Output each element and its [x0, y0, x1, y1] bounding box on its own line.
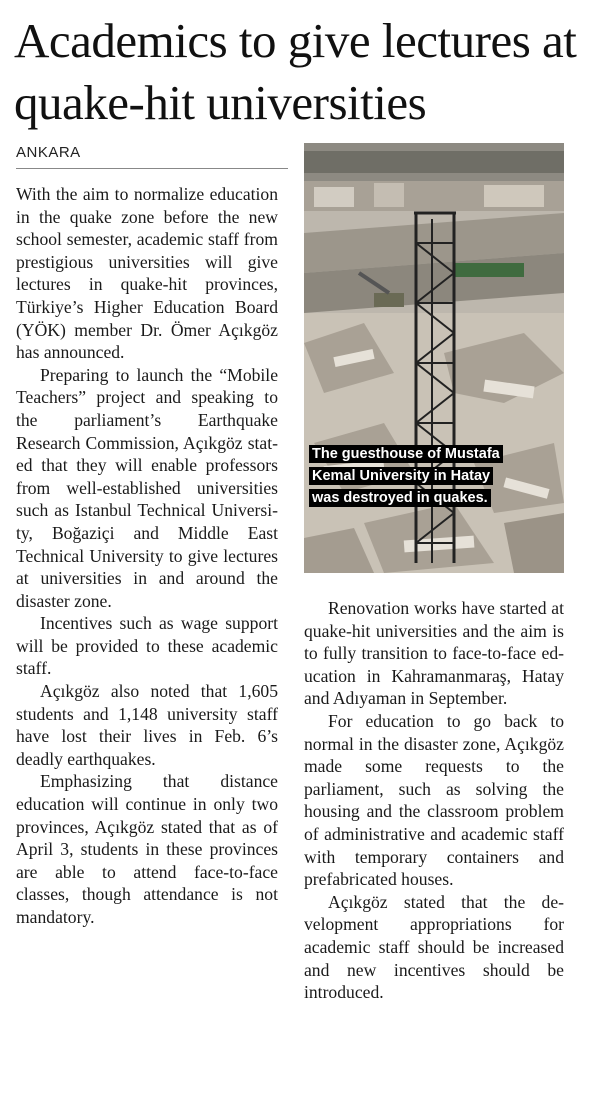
- news-photo: [304, 143, 564, 573]
- paragraph: For education to go back to normal in the disaster zone, Açıkgöz made some requests to the parliament, such as solving the housing and the classroom problem of administrative and academic staff with temporary containers and prefabricated houses.: [304, 710, 564, 890]
- paragraph: Preparing to launch the “Mobile Teachers” project and speaking to the parliament’s Earthquake Research Commission, Açıkgöz stated that they will enable professors from well-established universities such as Istanbul Technical University, Boğaziçi and Middle East Technical University to give lectures at universities in and around the disaster zone.: [16, 364, 278, 611]
- paragraph: With the aim to normalize education in the quake zone before the new school semester, academic staff from prestigious universities will give lectures in quake-hit provinces, Türkiye’s Higher Education Board (YÖK) member Dr. Ömer Açıkgöz has announced.: [16, 184, 278, 363]
- paragraph: Açıkgöz also noted that 1,605 students and 1,148 university staff have lost their lives in Feb. 6’s deadly earthquakes.: [16, 681, 278, 769]
- dateline-rule: [16, 168, 288, 169]
- paragraph: Emphasizing that distance education will continue in only two provinces, Açıkgöz stated that as of April 3, students in these provinces are able to attend face-to-face classes, though attendance is not mandatory.: [16, 771, 278, 927]
- paragraph: Renovation works have started at quake-hit universities and the aim is to fully transition to face-to-face education in Kahramanmaraş, Hatay and Adıyaman in September.: [304, 598, 564, 709]
- photo-caption-text: The guesthouse of Mustafa Kemal University in Hatay was destroyed in quakes.: [309, 445, 503, 507]
- article-column-left: [16, 183, 278, 929]
- article-column-right: [304, 597, 564, 1004]
- photo-caption: [309, 443, 519, 509]
- headline: Academics to give lectures at quake-hit universities: [14, 13, 577, 130]
- dateline: ANKARA: [16, 144, 81, 161]
- paragraph: Incentives such as wage support will be provided to these academic staff.: [16, 613, 278, 679]
- paragraph: Açıkgöz stated that the development appropriations for academic staff should be increased and new incentives should be introduced.: [304, 891, 564, 1003]
